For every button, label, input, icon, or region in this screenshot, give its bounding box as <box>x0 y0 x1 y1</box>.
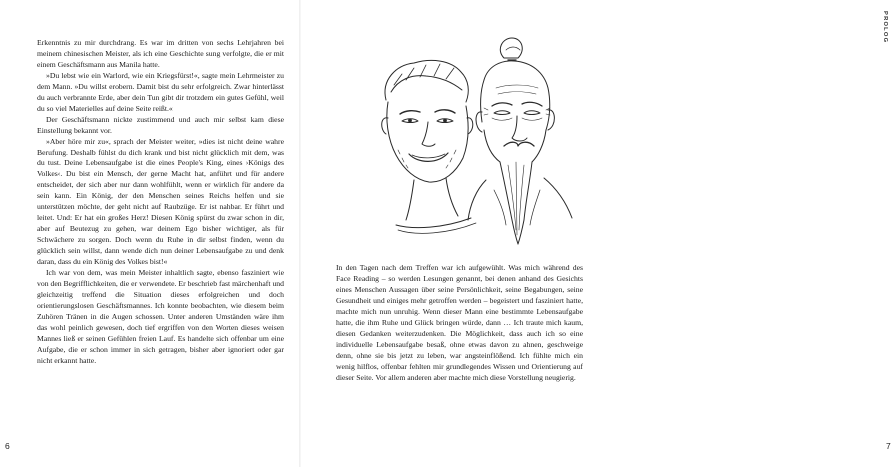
portrait-sketch-icon <box>336 30 586 252</box>
right-page-body <box>336 263 583 383</box>
paragraph: In den Tagen nach dem Treffen war ich aufgewühlt. Was mich während des Face Reading – so werden Lesungen genannt, bei denen anhand des Gesichts eines Menschen Aussagen über seine Persönlichkeit, seine Begabungen, seine Gesundheit und einiges mehr getroffen werden – begeistert und fasziniert hatte, machte mich nun unruhig. Wenn dieser Mann eine bestimmte Lebensaufgabe hatte, die ihm Ruhe und Glück bringen würde, dann … Ich traute mich kaum, diesen Gedanken weiterzudenken. Die Möglichkeit, dass auch ich so eine individuelle Lebensaufgabe besaß, ohne etwas davon zu ahnen, geschweige denn, ohne sie bis jetzt zu leben, war angsteinflößend. Ich fühlte mich ein wenig hilflos, offenbar fehlten mir grundlegendes Wissen und Orientierung auf dieser Seite. Vor allem anderen aber machte mich diese Vorstellung neugierig. <box>336 263 583 382</box>
paragraph: Ich war von dem, was mein Meister inhaltlich sagte, ebenso fasziniert wie von den Begrifflichkeiten, die er verwendete. Er beschrieb fast märchenhaft und gleichzeitig treffend die Situation dieses erfolgreichen und doch orientierungslosen Geschäftsmannes. Ich konnte beobachten, wie diesem beim Zuhören Tränen in die Augen schossen. Unter anderen Umständen wäre ihm das wohl peinlich gewesen, doch tief ergriffen von den Worten dieses weisen Mannes ließ er seinen Gefühlen freien Lauf. Es handelte sich offenbar um eine Aufgabe, die er schon immer in sich getragen, bisher aber ignoriert oder gar nicht erkannt hatte. <box>37 268 284 365</box>
paragraph: »Aber höre mir zu«, sprach der Meister weiter, »dies ist nicht deine wahre Berufung. Deshalb fühlst du dich krank und bist nicht glücklich mit dem, was du tust. Deine Lebensaufgabe ist die eines People's King, eines ›Königs des Volkes‹. Du bist ein Mensch, der gerne Macht hat, anführt und für andere entscheidet, der sich aber nur dann wohlfühlt, wenn er wirklich für andere da sein kann. Ein König, der den Menschen seines Reichs helfen und sie unterstützen möchte, der geht nicht auf Raubzüge. Er ist nahbar. Er führt und leitet. Und: Er hat ein großes Herz! Diesen König spürst du zwar schon in dir, aber auf Beutezug zu gehen, war deinem Ego bisher wichtiger, als für Schwächere zu sorgen. Doch wenn du Ruhe in dir selbst finden, wenn du glücklich sein willst, dann wende dich nun deiner Lebensaufgabe zu und denk daran, dass du ein König des Volkes bist!« <box>37 136 284 267</box>
page-number-left: 6 <box>5 441 10 451</box>
paragraph: Der Geschäftsmann nickte zustimmend und auch mir selbst kam diese Einstellung bekannt vor. <box>37 114 284 135</box>
left-page <box>0 0 300 467</box>
paragraph: Erkenntnis zu mir durchdrang. Es war im dritten von sechs Lehrjahren bei meinem chinesischen Meister, als ich eine Geschichte sung verfolgte, die er mit einem Geschäftsmann aus Manila hatte. <box>37 38 284 69</box>
paragraph: »Du lebst wie ein Warlord, wie ein Kriegsfürst!«, sagte mein Lehrmeister zu dem Mann. »Du willst erobern. Damit bist du sehr erfolgreich. Zwar hinterlässt du auch verbrannte Erde, aber dein Tun gibt dir trotzdem ein gutes Gefühl, weil du so viel Materielles auf deine Seite reißt.« <box>37 70 284 113</box>
page-number-right: 7 <box>886 441 891 451</box>
running-head: PROLOG <box>882 11 888 44</box>
left-page-body <box>37 38 284 367</box>
